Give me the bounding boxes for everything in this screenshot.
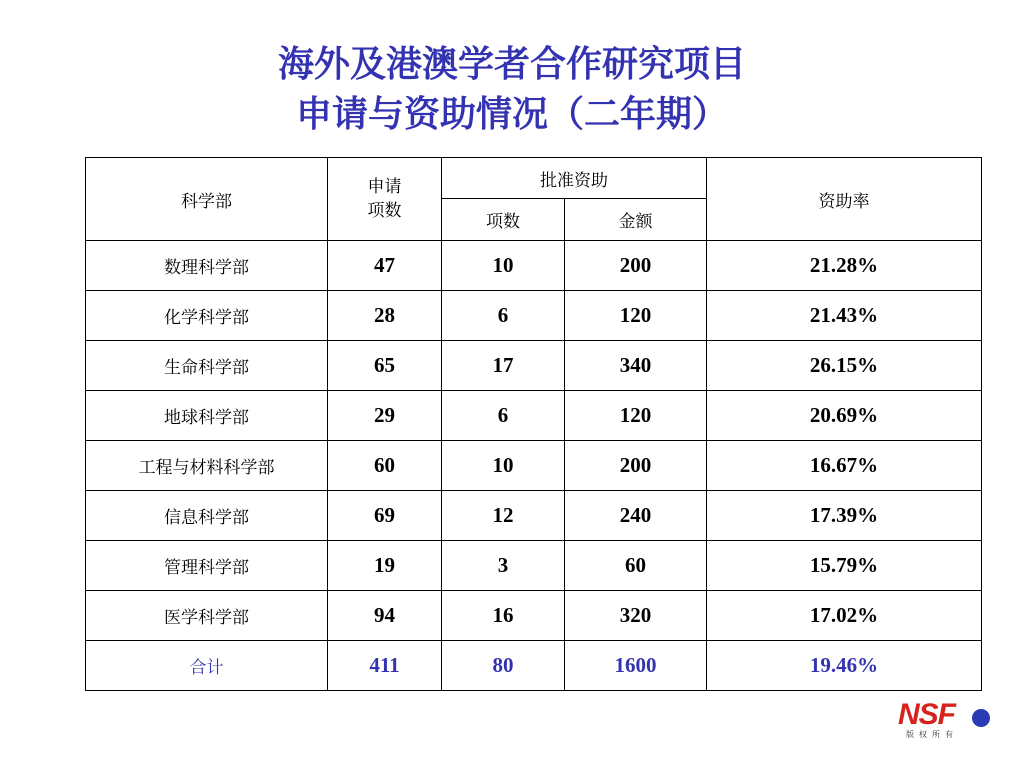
table-row xyxy=(86,391,982,441)
cell-dept: 化学科学部 xyxy=(86,291,328,341)
cell-dept: 医学科学部 xyxy=(86,591,328,641)
cell-count: 6 xyxy=(442,391,565,441)
header-dept: 科学部 xyxy=(86,158,328,241)
cell-count: 10 xyxy=(442,441,565,491)
logo-dot-icon xyxy=(972,709,990,727)
table-row xyxy=(86,441,982,491)
header-row-1 xyxy=(86,158,982,199)
cell-dept: 管理科学部 xyxy=(86,541,328,591)
total-row xyxy=(86,641,982,691)
title-line-1: 海外及港澳学者合作研究项目 xyxy=(277,44,746,85)
table-body xyxy=(86,241,982,641)
cell-rate: 21.43% xyxy=(707,291,982,341)
header-approved-count: 项数 xyxy=(442,199,565,241)
cell-rate: 15.79% xyxy=(707,541,982,591)
cell-amount: 120 xyxy=(565,291,707,341)
cell-dept: 地球科学部 xyxy=(86,391,328,441)
cell-count: 3 xyxy=(442,541,565,591)
cell-amount: 340 xyxy=(565,341,707,391)
header-approved-group: 批准资助 xyxy=(442,158,707,199)
header-applied-text: 申请 项数 xyxy=(367,177,402,221)
total-amount: 1600 xyxy=(565,641,707,691)
title-line-2: 申请与资助情况（二年期） xyxy=(295,94,728,135)
cell-dept: 工程与材料科学部 xyxy=(86,441,328,491)
cell-count: 17 xyxy=(442,341,565,391)
cell-count: 16 xyxy=(442,591,565,641)
cell-amount: 320 xyxy=(565,591,707,641)
total-rate: 19.46% xyxy=(707,641,982,691)
cell-count: 6 xyxy=(442,291,565,341)
cell-applied: 69 xyxy=(328,491,442,541)
cell-amount: 120 xyxy=(565,391,707,441)
cell-dept: 数理科学部 xyxy=(86,241,328,291)
cell-rate: 16.67% xyxy=(707,441,982,491)
cell-amount: 60 xyxy=(565,541,707,591)
total-count: 80 xyxy=(442,641,565,691)
table-row xyxy=(86,291,982,341)
total-dept: 合计 xyxy=(86,641,328,691)
cell-rate: 26.15% xyxy=(707,341,982,391)
table-row xyxy=(86,491,982,541)
cell-count: 10 xyxy=(442,241,565,291)
header-approved-amount: 金额 xyxy=(565,199,707,241)
total-applied: 411 xyxy=(328,641,442,691)
cell-count: 12 xyxy=(442,491,565,541)
nsf-logo xyxy=(898,700,994,742)
table-row xyxy=(86,541,982,591)
table-row xyxy=(86,241,982,291)
logo-caption: 版权所有 xyxy=(906,730,958,739)
table-row xyxy=(86,341,982,391)
cell-applied: 29 xyxy=(328,391,442,441)
cell-amount: 200 xyxy=(565,241,707,291)
funding-table xyxy=(85,157,982,691)
cell-applied: 60 xyxy=(328,441,442,491)
cell-dept: 信息科学部 xyxy=(86,491,328,541)
cell-rate: 21.28% xyxy=(707,241,982,291)
cell-rate: 17.02% xyxy=(707,591,982,641)
cell-applied: 28 xyxy=(328,291,442,341)
page-title xyxy=(0,40,1024,140)
logo-mark: NSF xyxy=(898,698,955,731)
table-row xyxy=(86,591,982,641)
header-applied xyxy=(328,158,442,241)
cell-applied: 19 xyxy=(328,541,442,591)
cell-rate: 17.39% xyxy=(707,491,982,541)
header-rate: 资助率 xyxy=(707,158,982,241)
cell-applied: 94 xyxy=(328,591,442,641)
cell-dept: 生命科学部 xyxy=(86,341,328,391)
cell-applied: 47 xyxy=(328,241,442,291)
cell-amount: 240 xyxy=(565,491,707,541)
cell-applied: 65 xyxy=(328,341,442,391)
cell-rate: 20.69% xyxy=(707,391,982,441)
cell-amount: 200 xyxy=(565,441,707,491)
